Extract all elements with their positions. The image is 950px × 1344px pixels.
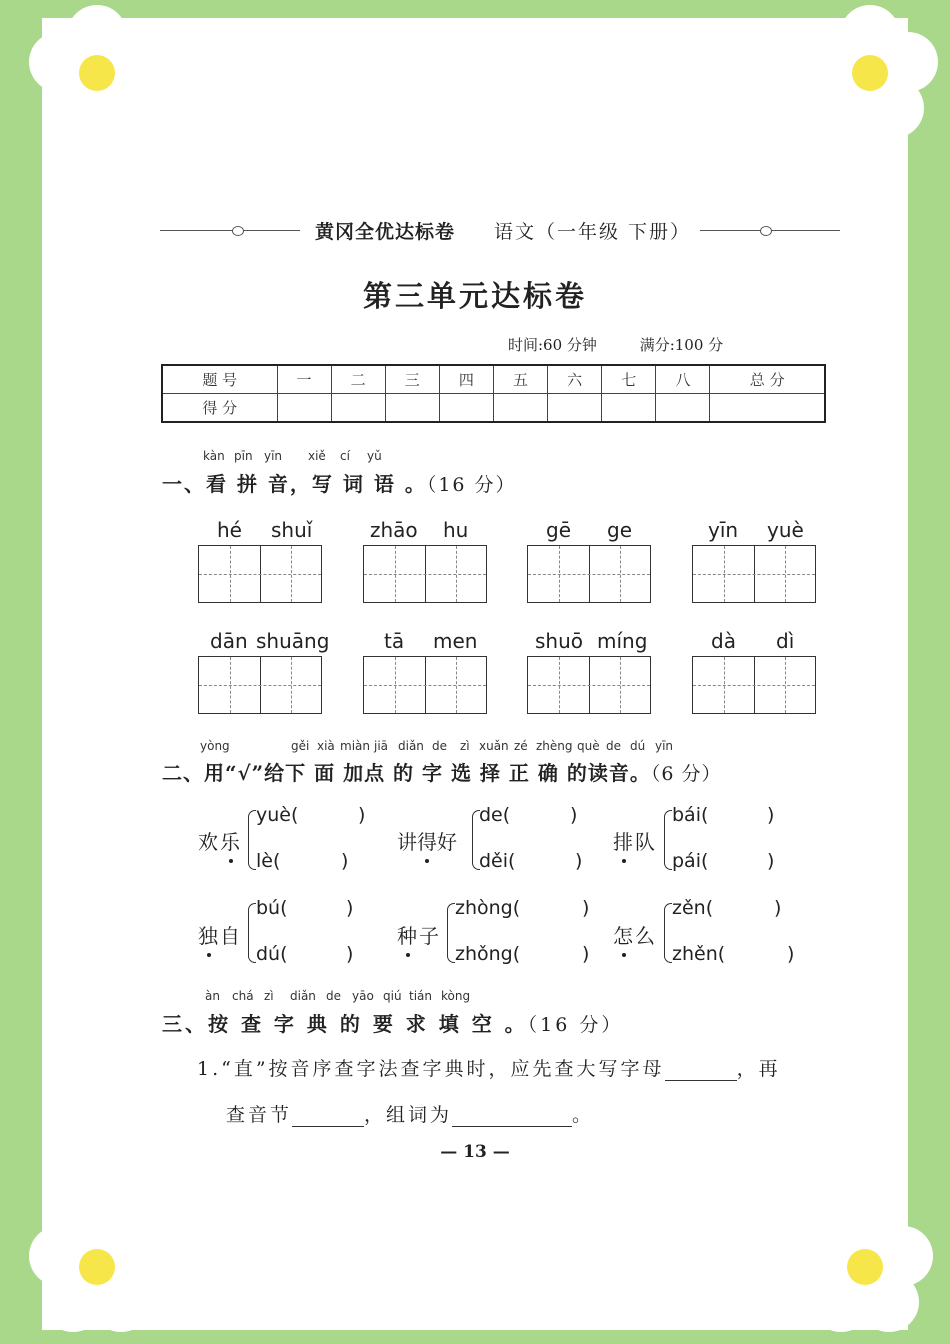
section-3-points: （16 分） [527,1014,624,1036]
score-table-cell: 七 [602,365,656,394]
section-pinyin: de [432,739,447,753]
word-char-dotted: 种 [397,924,419,948]
word-char-dotted: 乐 [220,830,242,854]
writing-grid[interactable] [363,656,487,714]
reading-option[interactable]: dú( [256,943,288,965]
writing-grid[interactable] [527,656,651,714]
section-pinyin: kàn [203,449,225,463]
answer-blank-word[interactable] [452,1108,572,1127]
reading-option[interactable]: zhòng( [455,897,521,919]
answer-blank-initial[interactable] [665,1062,737,1081]
header-rule-left [160,230,300,231]
header-brand: 黄冈全优达标卷 [315,221,456,243]
score-table-cell: 得 分 [162,394,277,423]
section-pinyin: zì [264,989,274,1003]
score-entry-cell[interactable] [656,394,710,423]
word-pinyin: shuō [535,629,584,653]
word-char-dotted: 排 [613,830,635,854]
word-pinyin: men [433,629,478,653]
section-pinyin: xià [317,739,335,753]
score-table-cell: 五 [493,365,547,394]
exam-full-score: 满分:100 分 [639,336,724,354]
section-2-heading [162,757,721,786]
reading-option[interactable]: bú( [256,897,288,919]
score-table-score-row [162,394,825,423]
choice-word [198,920,242,949]
option-close-paren: ) [575,850,583,872]
section-pinyin: diǎn [398,739,424,753]
reading-option[interactable]: de( [479,804,511,826]
page-title: 第三单元达标卷 [362,279,587,313]
choice-word [198,826,242,855]
reading-option[interactable]: pái( [672,850,709,872]
score-entry-cell[interactable] [493,394,547,423]
exam-duration: 时间:60 分钟 [508,336,597,354]
word-pinyin: gē [546,518,571,542]
word-char: 欢 [198,830,220,854]
option-close-paren: ) [767,804,775,826]
word-pinyin: shuǐ [271,518,313,542]
score-table-cell: 题 号 [162,365,277,394]
reading-option[interactable]: zhěn( [672,943,726,965]
option-close-paren: ) [570,804,578,826]
score-table [161,364,826,423]
section-pinyin: yǔ [367,449,382,463]
brace [664,810,672,870]
section-pinyin: àn [205,989,220,1003]
score-table-cell: 总 分 [710,365,825,394]
word-pinyin: dà [711,629,736,653]
option-close-paren: ) [767,850,775,872]
score-table-cell: 八 [656,365,710,394]
reading-option[interactable]: lè( [256,850,281,872]
section-pinyin: de [326,989,341,1003]
section-pinyin: xiě [308,449,326,463]
section-pinyin: què [577,739,600,753]
section-pinyin: yòng [200,739,230,753]
header-subject: 语文（一年级 下册） [494,221,692,243]
word-char: 子 [419,924,441,948]
section-pinyin: dú [630,739,646,753]
score-entry-cell[interactable] [710,394,825,423]
brace [664,903,672,963]
section-1-heading [162,468,517,497]
word-pinyin: dì [776,629,795,653]
word-pinyin: zhāo [370,518,418,542]
choice-word [397,920,441,949]
word-pinyin: yuè [767,518,804,542]
writing-grid[interactable] [692,656,816,714]
section-pinyin: chá [232,989,254,1003]
score-table-cell: 三 [385,365,439,394]
word-char-dotted: 怎 [613,924,635,948]
section-pinyin: jiā [374,739,389,753]
score-entry-cell[interactable] [277,394,331,423]
section-pinyin: zì [460,739,470,753]
section-pinyin: gěi [291,739,310,753]
word-pinyin: tā [384,629,405,653]
word-char-dotted: 独 [198,924,220,948]
question-1-text: ，再 [736,1058,781,1080]
section-2-points: （6 分） [650,763,722,785]
score-table-cell: 二 [331,365,385,394]
section-pinyin: miàn [340,739,370,753]
writing-grid[interactable] [198,656,322,714]
score-table-header-row [162,365,825,394]
section-1-points: （16 分） [426,474,517,496]
word-pinyin: yīn [708,518,739,542]
question-1-text: 1.“直”按音序查字法查字典时，应先查大写字母 [197,1058,665,1080]
word-pinyin: dān [210,629,248,653]
flower-decoration-bottom-left [22,1194,172,1344]
score-table-cell: 四 [439,365,493,394]
word-char-dotted: 得 [417,830,437,854]
score-entry-cell[interactable] [602,394,656,423]
brace [248,810,256,870]
section-pinyin: zhèng [536,739,573,753]
reading-option[interactable]: yuè( [256,804,299,826]
option-close-paren: ) [582,897,590,919]
header-ornament-right [760,226,772,236]
question-1-line-2 [226,1100,594,1127]
option-close-paren: ) [582,943,590,965]
score-entry-cell[interactable] [439,394,493,423]
word-pinyin: hu [443,518,469,542]
writing-grid[interactable] [692,545,816,603]
writing-grid[interactable] [527,545,651,603]
word-char: 自 [220,924,242,948]
section-pinyin: yāo [352,989,374,1003]
option-close-paren: ) [346,897,354,919]
reading-option[interactable]: zěn( [672,897,714,919]
score-entry-cell[interactable] [385,394,439,423]
word-pinyin: míng [597,629,648,653]
section-pinyin: xuǎn [479,739,509,753]
score-table-cell: 一 [277,365,331,394]
brace [248,903,256,963]
reading-option[interactable]: zhǒng( [455,943,521,965]
flower-decoration-bottom-right [790,1194,940,1344]
answer-blank-syllable[interactable] [292,1108,364,1127]
choice-word [613,920,657,949]
section-pinyin: de [606,739,621,753]
score-table-cell: 六 [548,365,602,394]
reading-option[interactable]: bái( [672,804,709,826]
section-pinyin: pīn [234,449,253,463]
section-pinyin: yīn [655,739,674,753]
section-pinyin: diǎn [290,989,316,1003]
choice-word [397,826,457,855]
running-header [160,214,840,246]
writing-grid[interactable] [198,545,322,603]
page-number: — 13 — [440,1142,510,1162]
question-1-text: 查音节 [226,1104,293,1126]
score-entry-cell[interactable] [331,394,385,423]
section-pinyin: qiú [383,989,402,1003]
section-3-title: 三、按 查 字 典 的 要 求 填 空 。 [162,1012,528,1036]
question-1-text: 。 [572,1104,595,1126]
flower-decoration-top-right [795,0,945,150]
question-1-line-1 [197,1054,781,1081]
word-pinyin: ge [607,518,632,542]
option-close-paren: ) [346,943,354,965]
section-2-title: 二、用“√”给下 面 加点 的 字 选 择 正 确 的读音。 [162,761,651,785]
word-pinyin: shuāng [256,629,330,653]
exam-time-info [508,334,761,355]
writing-grid[interactable] [363,545,487,603]
section-pinyin: tián [409,989,432,1003]
word-char: 队 [635,830,657,854]
question-1-text: ，组词为 [364,1104,453,1126]
brace [447,903,455,963]
score-entry-cell[interactable] [548,394,602,423]
option-close-paren: ) [787,943,795,965]
option-close-paren: ) [774,897,782,919]
word-char: 么 [635,924,657,948]
section-pinyin: yīn [264,449,283,463]
word-pinyin: hé [217,518,242,542]
section-pinyin: kòng [441,989,471,1003]
word-char: 好 [437,830,457,854]
section-pinyin: cí [340,449,350,463]
reading-option[interactable]: děi( [479,850,516,872]
section-pinyin: zé [514,739,528,753]
word-char: 讲 [397,830,417,854]
section-3-heading [162,1008,623,1037]
choice-word [613,826,657,855]
flower-decoration-top-left [22,0,172,150]
option-close-paren: ) [358,804,366,826]
option-close-paren: ) [341,850,349,872]
header-ornament-left [232,226,244,236]
section-1-title: 一、看 拼 音，写 词 语 。 [162,472,427,496]
